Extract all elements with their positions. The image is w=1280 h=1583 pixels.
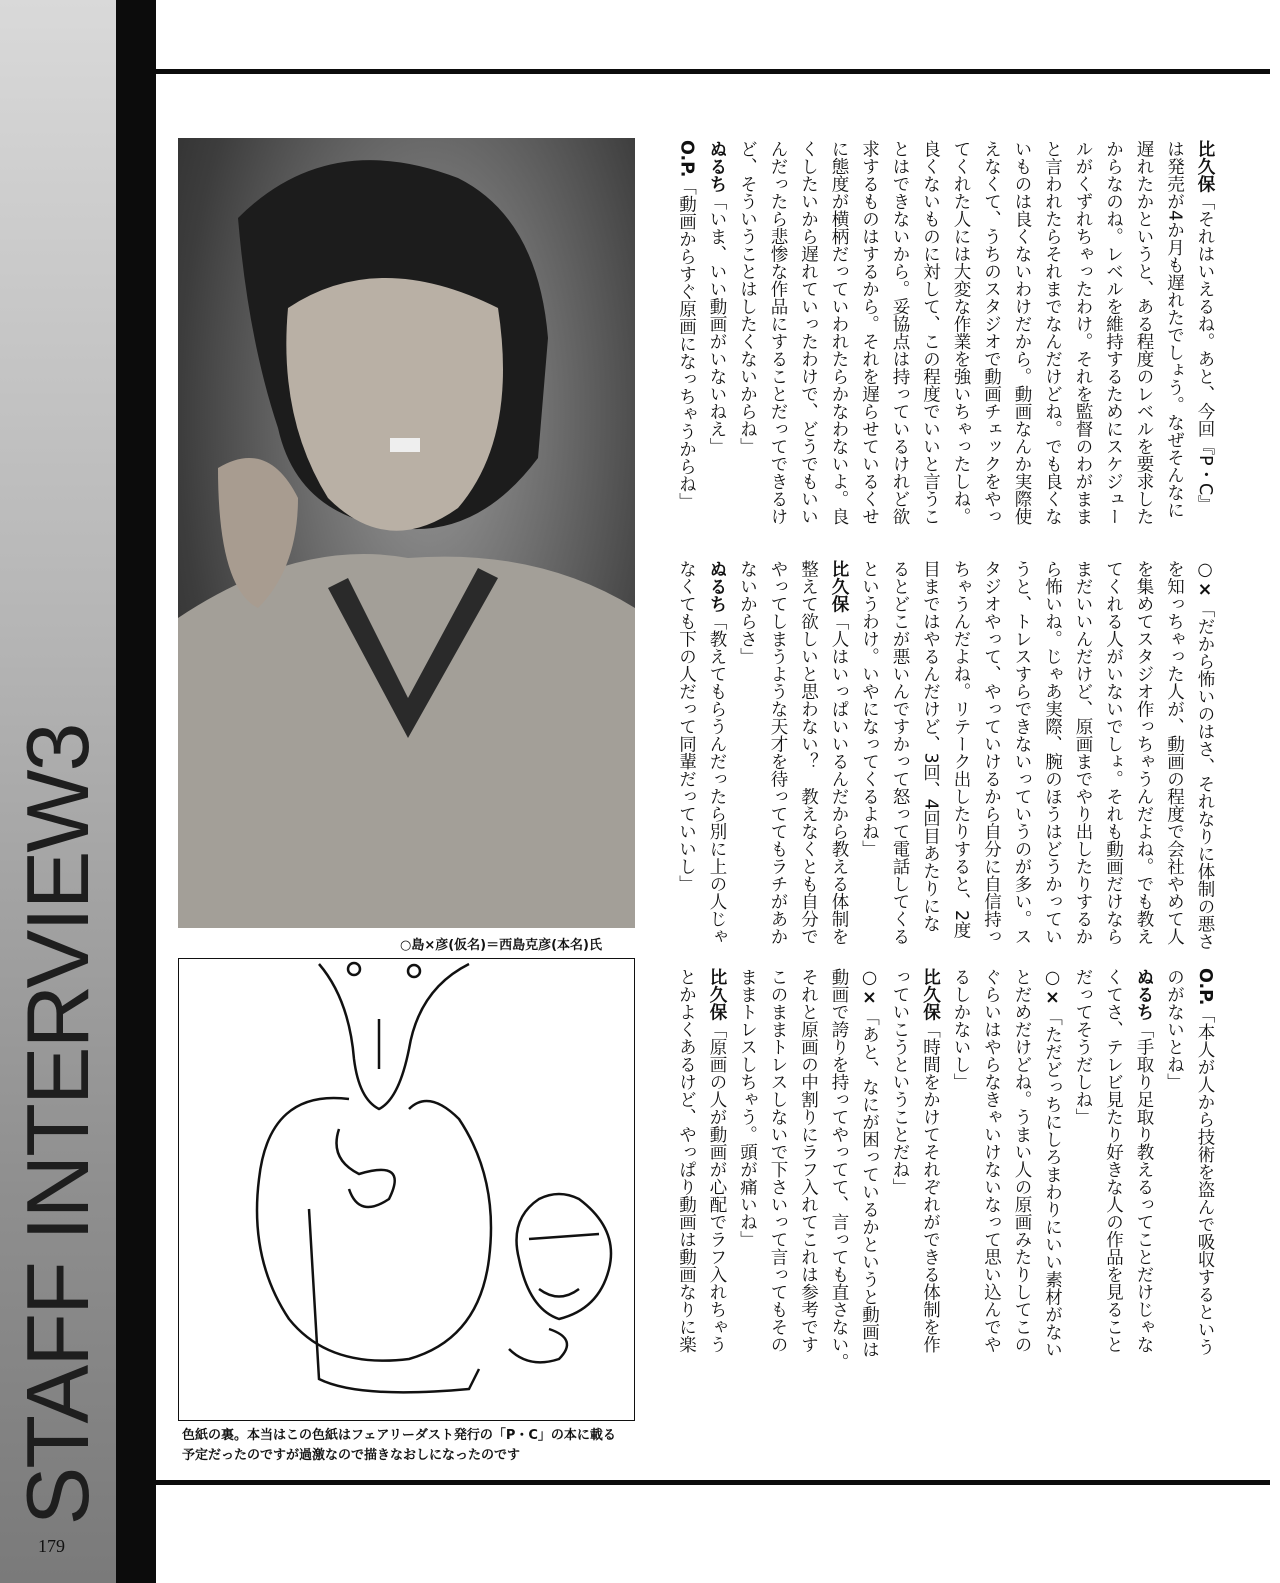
line-text: 「それはいえるね。あと、今回『P・C』: [1195, 192, 1215, 513]
line-text: のがないとね」: [1164, 968, 1185, 1091]
line-text: を集めてスタジオ作っちゃうんだよね。でも教え: [1134, 560, 1154, 945]
top-rule: [156, 69, 1270, 74]
line-text: うと、トレスすらできないっていうのが多い。ス: [1012, 560, 1032, 945]
text-line: [915, 140, 946, 525]
text-line: [824, 140, 855, 525]
line-text: っていこうということだね」: [890, 968, 910, 1196]
text-line: [671, 968, 702, 1371]
line-text: 「時間をかけてそれぞれができる体制を作: [920, 1020, 941, 1353]
line-text: てくれた人には大変な作業を強いちゃったしね。: [951, 140, 971, 525]
text-line: [824, 560, 855, 950]
line-text: ルがくずれちゃったわけ。それを監督のわがまま: [1073, 140, 1093, 525]
text-line: [732, 560, 763, 950]
text-line: [885, 560, 916, 950]
text-line: [1129, 140, 1160, 525]
text-line: [885, 140, 916, 525]
interview-text-block-3: [671, 968, 1220, 1371]
drawing-caption-line: 色紙の裏。本当はこの色紙はフェアリーダスト発行の「P・C」の本に載る: [182, 1428, 616, 1443]
line-text: 求するものはするから。それを遅らせているくせ: [859, 140, 880, 525]
line-text: 「ただどっちにしろまわりにいい素材がない: [1042, 1008, 1063, 1358]
speaker-name: ○×: [1042, 968, 1063, 1008]
interview-text-block-1: [671, 140, 1220, 525]
text-line: [976, 140, 1007, 525]
drawing-caption: [182, 1426, 616, 1466]
line-text: 「動画からすぐ原画になっちゃうからね」: [676, 177, 697, 510]
text-line: [946, 560, 977, 950]
line-text: てくれる人がいないでしょ。それも動画だけなら: [1103, 560, 1124, 945]
text-line: [854, 140, 885, 525]
text-line: [671, 140, 702, 525]
text-line: [1129, 560, 1160, 950]
text-line: [1068, 968, 1099, 1371]
line-text: やってしまうような天才を待っててもラチがあか: [768, 560, 788, 945]
line-text: 「いま、いい動画がいないねえ」: [707, 192, 727, 455]
line-text: 「教えてもらうんだったら別に上の人じゃ: [707, 612, 727, 945]
text-line: [1068, 560, 1099, 950]
line-text: 「人はいっぱいいるんだから教える体制を: [829, 612, 849, 945]
line-text: ままトレスしちゃう。頭が痛いね」: [737, 968, 758, 1248]
line-text: とかよくあるけど、やっぱり動画は動画なりに楽: [676, 968, 697, 1353]
speaker-name: 比久保: [707, 968, 727, 1021]
text-line: [763, 968, 794, 1371]
line-text: ないからさ」: [737, 560, 758, 665]
speaker-name: ぬるち: [1134, 968, 1154, 1021]
line-text: るしかないし」: [951, 968, 971, 1091]
line-text: くてさ、テレビ見たり好きな人の作品を見ること: [1103, 968, 1124, 1353]
line-text: とはできないから。妥協点は持っているけれど欲: [890, 140, 910, 525]
speaker-name: ○×: [1195, 560, 1215, 600]
text-line: [763, 140, 794, 525]
line-text: 「原画の人が動画が心配でラフ入れちゃう: [707, 1020, 727, 1353]
text-line: [1007, 560, 1038, 950]
text-line: [671, 560, 702, 950]
line-text: ど、そういうことはしたくないからね」: [737, 140, 758, 455]
text-line: [854, 968, 885, 1371]
text-line: [946, 140, 977, 525]
text-line: [702, 968, 733, 1371]
line-text: は発売が4か月も遅れたでしょう。なぜそんなに: [1164, 140, 1185, 519]
text-line: [824, 968, 855, 1371]
line-text: 「あと、なにが困っているかというと動画は: [859, 1008, 880, 1358]
speaker-name: 比久保: [1195, 140, 1215, 193]
speaker-name: 比久保: [829, 560, 849, 613]
text-line: [1037, 140, 1068, 525]
text-line: [1007, 968, 1038, 1371]
line-text: 遅れたかというと、ある程度のレベルを要求した: [1134, 140, 1154, 525]
text-line: [1037, 560, 1068, 950]
line-text: 「本人が人から技術を盗んで吸収するという: [1195, 1005, 1215, 1356]
text-line: [732, 140, 763, 525]
speaker-name: ぬるち: [707, 140, 727, 193]
line-text: というわけ。いやになってくるよね」: [859, 560, 880, 858]
line-text: このままトレスしないで下さいって言ってもその: [768, 968, 788, 1353]
speaker-name: ぬるち: [707, 560, 727, 613]
section-title: STAFF INTERVIEW3: [8, 724, 107, 1526]
text-line: [1190, 140, 1221, 525]
text-line: [885, 968, 916, 1371]
speaker-name: 比久保: [920, 968, 941, 1021]
vertical-black-bar: [116, 0, 156, 1583]
line-text: それと原画の中割りにラフ入れてこれは参考です: [798, 968, 819, 1353]
line-text: タジオやって、やっていけるから自分に自信持っ: [981, 560, 1002, 945]
line-text: 整えて欲しいと思わない？ 教えなくとも自分で: [798, 560, 819, 945]
bottom-rule: [156, 1480, 1270, 1485]
line-text: 動画で誇りを持ってやってて、言っても直さない。: [829, 968, 849, 1371]
text-line: [1159, 140, 1190, 525]
text-line: [1129, 968, 1160, 1371]
line-text: ちゃうんだよね。リテーク出したりすると、2度: [951, 560, 971, 939]
text-line: [976, 560, 1007, 950]
line-text: を知っちゃった人が、動画の程度で会社やめて人: [1164, 560, 1185, 945]
text-line: [793, 968, 824, 1371]
text-line: [763, 560, 794, 950]
line-text: 「だから怖いのはさ、それなりに体制の悪さ: [1195, 600, 1215, 950]
interview-text-block-2: [671, 560, 1220, 950]
text-line: [1190, 968, 1221, 1371]
text-line: [915, 560, 946, 950]
speaker-name: O.P.: [1195, 968, 1215, 1006]
text-line: [793, 560, 824, 950]
text-line: [1098, 968, 1129, 1371]
line-text: ぐらいはやらなきゃいけないなって思い込んでや: [981, 968, 1002, 1353]
text-line: [1007, 140, 1038, 525]
text-line: [1190, 560, 1221, 950]
text-line: [1098, 140, 1129, 525]
text-line: [976, 968, 1007, 1371]
line-text: んだったら悲惨な作品にすることだってできるけ: [768, 140, 788, 525]
line-text: いものは良くないわけだから。動画なんか実際使: [1012, 140, 1032, 525]
drawing-caption-line: 予定だったのですが過激なので描きなおしになったのです: [182, 1448, 521, 1463]
line-text: えなくて、うちのスタジオで動画チェックをやっ: [981, 140, 1002, 525]
line-text: とだめだけどね。うまい人の原画みたりしてこの: [1012, 968, 1032, 1353]
line-text: 目まではやるんだけど、3回、4回目あたりにな: [920, 560, 941, 933]
photo-caption: ○島×彦(仮名)＝西島克彦(本名)氏: [400, 938, 603, 953]
text-line: [702, 140, 733, 525]
line-text: だってそうだしね」: [1073, 968, 1093, 1126]
text-line: [702, 560, 733, 950]
line-text: と言われたらそれまでなんだけどね。でも良くな: [1042, 140, 1063, 525]
sketch-illustration: [178, 958, 635, 1421]
page-number: 179: [38, 1536, 65, 1556]
line-text: なくても下の人だって同輩だっていいし」: [676, 560, 697, 893]
line-text: 「手取り足取り教えるってことだけじゃな: [1134, 1020, 1154, 1353]
text-line: [1068, 140, 1099, 525]
line-text: からなのね。レベルを維持するためにスケジュー: [1103, 140, 1124, 525]
line-text: るとどこが悪いんですかって怒って電話してくる: [890, 560, 910, 945]
text-line: [793, 140, 824, 525]
line-text: に態度が横柄だっていわれたらかなわないよ。良: [829, 140, 849, 525]
text-line: [915, 968, 946, 1371]
speaker-name: ○×: [859, 968, 880, 1008]
text-line: [1159, 968, 1190, 1371]
text-line: [1098, 560, 1129, 950]
line-text: 良くないものに対して、この程度でいいと言うこ: [920, 140, 941, 525]
text-line: [1159, 560, 1190, 950]
text-line: [854, 560, 885, 950]
line-text: くしたいから遅れていったわけで、どうでもいい: [798, 140, 819, 525]
line-text: まだいいんだけど、原画までやり出したりするか: [1073, 560, 1093, 945]
line-text: ら怖いね。じゃあ実際、腕のほうはどうかってい: [1042, 560, 1063, 945]
text-line: [732, 968, 763, 1371]
speaker-name: O.P.: [676, 140, 697, 178]
interviewee-photo: [178, 138, 635, 928]
text-line: [946, 968, 977, 1371]
text-line: [1037, 968, 1068, 1371]
